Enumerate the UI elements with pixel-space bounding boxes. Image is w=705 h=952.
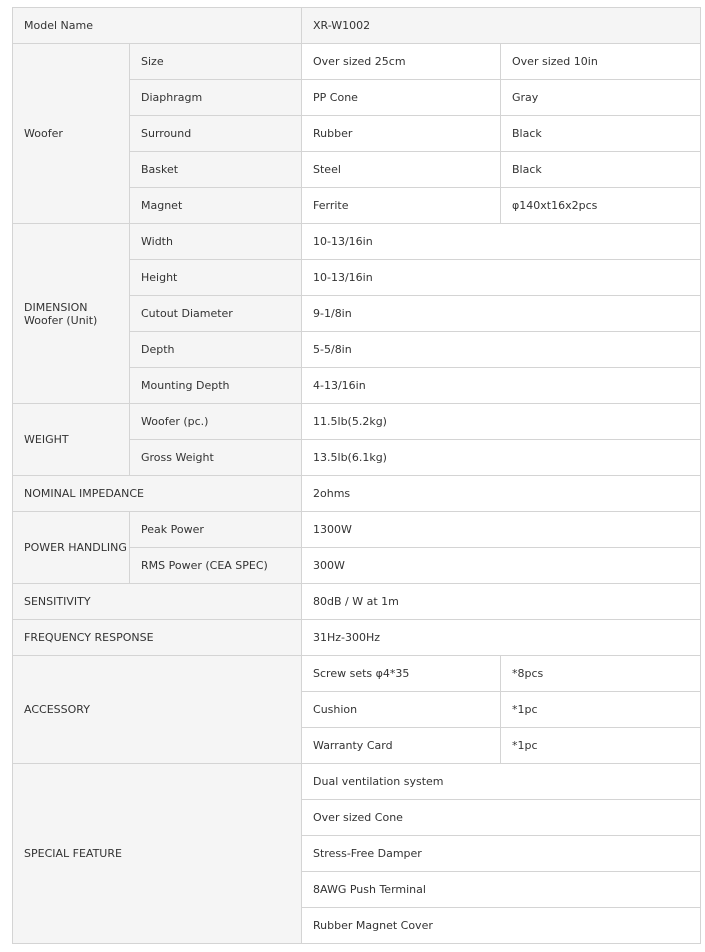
spec-value-secondary: Gray (501, 80, 701, 116)
spec-table (12, 7, 701, 944)
sensitivity-value: 80dB / W at 1m (302, 584, 701, 620)
table-row (13, 224, 701, 260)
special-feature-item: Stress-Free Damper (302, 836, 701, 872)
spec-table-wrapper (12, 7, 700, 944)
accessory-qty: *1pc (501, 728, 701, 764)
table-row (13, 620, 701, 656)
spec-value: 1300W (302, 512, 701, 548)
table-row (13, 44, 701, 80)
dimension-label-line2: Woofer (Unit) (24, 313, 98, 327)
woofer-label: Woofer (13, 44, 130, 224)
spec-name: Surround (130, 116, 302, 152)
sensitivity-label: SENSITIVITY (13, 584, 302, 620)
accessory-qty: *1pc (501, 692, 701, 728)
dimension-label-line1: DIMENSION (24, 300, 88, 314)
impedance-value: 2ohms (302, 476, 701, 512)
frequency-label: FREQUENCY RESPONSE (13, 620, 302, 656)
spec-value: 9-1/8in (302, 296, 701, 332)
table-row (13, 656, 701, 692)
spec-name: Height (130, 260, 302, 296)
special-feature-item: Dual ventilation system (302, 764, 701, 800)
spec-name: Cutout Diameter (130, 296, 302, 332)
spec-name: Basket (130, 152, 302, 188)
spec-value: 13.5lb(6.1kg) (302, 440, 701, 476)
frequency-value: 31Hz-300Hz (302, 620, 701, 656)
spec-value-secondary: Black (501, 116, 701, 152)
spec-name: Mounting Depth (130, 368, 302, 404)
spec-name: Peak Power (130, 512, 302, 548)
model-name-label: Model Name (13, 8, 302, 44)
spec-value: 10-13/16in (302, 224, 701, 260)
spec-name: Woofer (pc.) (130, 404, 302, 440)
table-row (13, 404, 701, 440)
spec-value: 5-5/8in (302, 332, 701, 368)
special-feature-item: 8AWG Push Terminal (302, 872, 701, 908)
accessory-label: ACCESSORY (13, 656, 302, 764)
table-row (13, 764, 701, 800)
spec-name: Diaphragm (130, 80, 302, 116)
spec-value: Steel (302, 152, 501, 188)
power-label: POWER HANDLING (13, 512, 130, 584)
spec-name: Magnet (130, 188, 302, 224)
spec-value: 10-13/16in (302, 260, 701, 296)
spec-value-secondary: φ140xt16x2pcs (501, 188, 701, 224)
spec-value: 11.5lb(5.2kg) (302, 404, 701, 440)
spec-value-secondary: Black (501, 152, 701, 188)
spec-name: Gross Weight (130, 440, 302, 476)
table-row (13, 512, 701, 548)
impedance-label: NOMINAL IMPEDANCE (13, 476, 302, 512)
spec-value: PP Cone (302, 80, 501, 116)
accessory-qty: *8pcs (501, 656, 701, 692)
table-row (13, 476, 701, 512)
weight-label: WEIGHT (13, 404, 130, 476)
spec-name: Size (130, 44, 302, 80)
spec-value: 300W (302, 548, 701, 584)
table-row (13, 8, 701, 44)
spec-value: 4-13/16in (302, 368, 701, 404)
special-feature-item: Over sized Cone (302, 800, 701, 836)
special-feature-label: SPECIAL FEATURE (13, 764, 302, 944)
spec-name: Depth (130, 332, 302, 368)
spec-name: RMS Power (CEA SPEC) (130, 548, 302, 584)
spec-name: Width (130, 224, 302, 260)
spec-value: Ferrite (302, 188, 501, 224)
table-row (13, 584, 701, 620)
accessory-name: Cushion (302, 692, 501, 728)
accessory-name: Warranty Card (302, 728, 501, 764)
spec-value-secondary: Over sized 10in (501, 44, 701, 80)
dimension-label (13, 224, 130, 404)
model-name-value: XR-W1002 (302, 8, 701, 44)
special-feature-item: Rubber Magnet Cover (302, 908, 701, 944)
spec-value: Rubber (302, 116, 501, 152)
spec-value: Over sized 25cm (302, 44, 501, 80)
accessory-name: Screw sets φ4*35 (302, 656, 501, 692)
